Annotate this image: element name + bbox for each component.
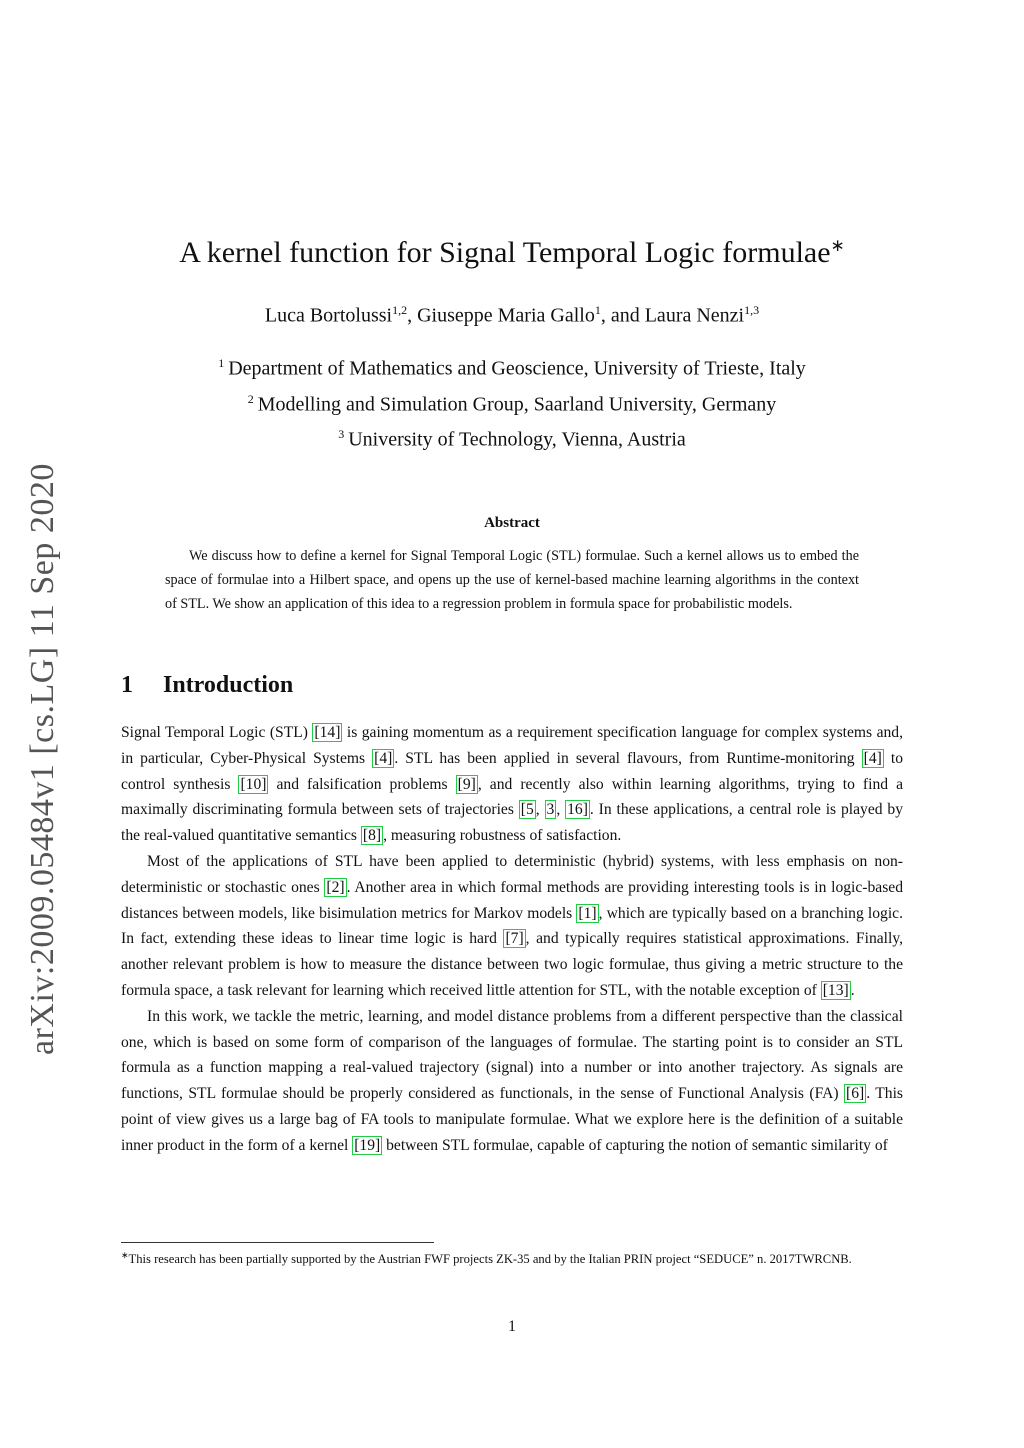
author-separator: , and bbox=[600, 304, 645, 327]
citation-link[interactable]: 3 bbox=[546, 801, 555, 819]
citation-link[interactable]: [13] bbox=[822, 981, 849, 999]
footnote bbox=[121, 1245, 903, 1269]
abstract-body: We discuss how to define a kernel for Signal Temporal Logic (STL) formulae. Such a kernel allows us to embed the space of formulae into a Hilbert space, and opens up the use of kernel-based machine learning algorithms in the context of STL. We show an application of this idea to a regression problem in formula space for probabilistic models. bbox=[165, 548, 859, 612]
affiliation-1 bbox=[0, 348, 1024, 384]
section-title: Introduction bbox=[163, 672, 294, 698]
text-run: , and recently also within learning algorithms, trying to find a maximally discriminating formula between sets of trajectories bbox=[121, 775, 904, 819]
text-run: and falsification problems bbox=[268, 775, 456, 793]
citation-link[interactable]: [4] bbox=[863, 749, 882, 767]
text-run: Signal Temporal Logic (STL) bbox=[121, 724, 313, 741]
citation-link[interactable]: [10] bbox=[240, 775, 267, 793]
citation-link[interactable]: [9] bbox=[457, 775, 476, 793]
paragraph-1: Signal Temporal Logic (STL) [14] is gaining momentum as a requirement specification language for complex systems and, in particular, Cyber-Physical Systems [4] . STL has been applied in several flavours, from Runtime-monitoring [4] to control synthesis [10] and falsification problems [9] , and recently also within learning algorithms, trying to find a maximally discriminating formula between sets of trajectories [5 , 3 , 16] . In these applications, a central role is played by the real-valued quantitative semantics [8] , measuring robustness of satisfaction. bbox=[121, 724, 904, 845]
citation-link[interactable]: [14] bbox=[314, 724, 341, 741]
text-run: . In these applications, a central role is played by the real-valued quantitative semantics bbox=[121, 801, 903, 845]
text-run: to control synthesis bbox=[121, 749, 904, 793]
affiliation-3 bbox=[0, 419, 1024, 455]
citation-link[interactable]: [2] bbox=[326, 878, 345, 896]
author-2-affil: 1 bbox=[594, 303, 601, 317]
citation-link[interactable]: 16] bbox=[567, 801, 588, 819]
affiliation-text: University of Technology, Vienna, Austria bbox=[348, 428, 686, 451]
text-run: , measuring robustness of satisfaction. bbox=[383, 827, 622, 845]
author-separator: , bbox=[407, 304, 418, 327]
footnote-text: This research has been partially supported by the Austrian FWF projects ZK-35 and by the Italian PRIN project “SEDUCE” n. 2017TWRCNB. bbox=[128, 1252, 852, 1267]
text-run: . STL has been applied in several flavours, from Runtime-monitoring bbox=[394, 749, 862, 767]
affiliation-2 bbox=[0, 384, 1024, 420]
paragraph-2 bbox=[121, 849, 903, 1004]
author-1-affil: 1,2 bbox=[392, 303, 408, 317]
citation-link[interactable]: [4] bbox=[374, 749, 393, 767]
citation-link[interactable]: [1] bbox=[578, 904, 597, 922]
affiliation-number: 1 bbox=[218, 356, 225, 370]
citation-link[interactable]: [19] bbox=[354, 1136, 381, 1154]
affiliation-text: Department of Mathematics and Geoscience, University of Trieste, Italy bbox=[228, 357, 806, 380]
page-number: 1 bbox=[508, 1318, 516, 1335]
affiliation-number: 3 bbox=[338, 427, 345, 442]
section-number: 1 bbox=[121, 672, 133, 698]
author-list bbox=[0, 303, 1024, 328]
text-run: , which are typically based on a branching logic. In fact, extending these ideas to linear time logic is hard bbox=[121, 904, 903, 948]
title-text: A kernel function for Signal Temporal Logic formulae bbox=[179, 236, 831, 269]
affiliation-text: Modelling and Simulation Group, Saarland University, Germany bbox=[257, 393, 777, 416]
arxiv-stamp: arXiv:2009.05484v1 [cs.LG] 11 Sep 2020 bbox=[24, 463, 61, 1055]
paper-title bbox=[0, 236, 1024, 270]
text-run: . This point of view gives us a large bag of FA tools to manipulate formulae. What we explore here is the definition of a suitable inner product in the form of a kernel bbox=[121, 1085, 903, 1154]
author-3-affil: 1,3 bbox=[744, 303, 760, 317]
footnote-rule bbox=[121, 1242, 434, 1243]
abstract-heading: Abstract bbox=[484, 515, 540, 531]
body-text bbox=[121, 720, 903, 1159]
citation-link[interactable]: [7] bbox=[505, 930, 524, 948]
text-run: , and typically requires statistical approximations. Finally, another relevant problem is how to measure the distance between two logic formulae, thus giving a metric structure to the formula space, a task relevant for learning which received little attention for STL, with the notable exception of bbox=[121, 930, 904, 999]
citation-link[interactable]: [8] bbox=[362, 827, 382, 845]
affiliation-number: 2 bbox=[247, 391, 254, 406]
author-1: Luca Bortolussi bbox=[264, 304, 393, 327]
text-run: In this work, we tackle the metric, learning, and model distance problems from a different perspective than the classical one, which is based on some form of comparison of the languages of formulae. The starting point is to consider an STL formula as a function mapping a real-valued trajectory (signal) into a number or into another trajectory. As signals are functions, STL formulae should be properly considered as functionals, in the sense of Functional Analysis (FA) bbox=[121, 1007, 903, 1103]
text-run: . bbox=[850, 981, 855, 999]
paragraph-3 bbox=[121, 1004, 903, 1159]
text-run: Most of the applications of STL have been applied to deterministic (hybrid) systems, with less emphasis on non-deterministic or stochastic ones bbox=[121, 852, 903, 896]
affiliation-list bbox=[0, 348, 1024, 455]
citation-link[interactable]: [5 bbox=[520, 801, 534, 819]
text-run: is gaining momentum as a requirement specification language for complex systems and, in particular, Cyber-Physical Systems bbox=[121, 724, 903, 767]
section-heading bbox=[121, 672, 293, 699]
author-2: Giuseppe Maria Gallo bbox=[417, 304, 595, 327]
author-3: Laura Nenzi bbox=[644, 304, 745, 327]
footnote-mark: ∗ bbox=[121, 1250, 129, 1260]
text-run: between STL formulae, capable of capturing the notion of semantic similarity of bbox=[382, 1136, 888, 1154]
citation-link[interactable]: [6] bbox=[846, 1085, 865, 1103]
title-footnote-mark: ∗ bbox=[830, 236, 845, 255]
text-run: . Another area in which formal methods are providing interesting tools is in logic-based distances between models, like bisimulation metrics for Markov models bbox=[121, 878, 903, 922]
